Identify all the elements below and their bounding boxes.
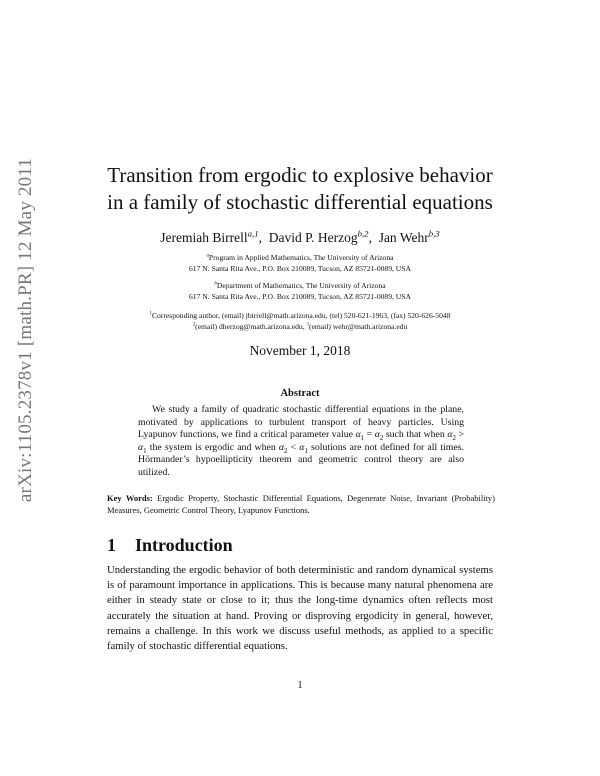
affiliation-b bbox=[0, 280, 600, 302]
arxiv-stamp-text: arXiv:1105.2378v1 [math.PR] 12 May 2011 bbox=[15, 157, 36, 503]
section-number: 1 bbox=[107, 535, 116, 555]
contact-info bbox=[0, 310, 600, 332]
contact-email: (email) wehr@math.arizona.edu bbox=[309, 322, 408, 331]
contact-mark: 1 bbox=[149, 311, 152, 317]
title-line-2: in a family of stochastic differential equations bbox=[107, 190, 493, 214]
author-name: Jeremiah Birrell bbox=[160, 230, 248, 245]
contact-mark: 2 bbox=[192, 322, 196, 328]
section-title: Introduction bbox=[135, 535, 233, 555]
intro-paragraph: Understanding the ergodic behavior of both deterministic and random dynamical systems is of paramount importance in applications. This is because many natural phenomena are either in steady state or close to it; thus the long-time dynamics often reflects most accurately the situation at hand. Proving or disproving ergodicity in general, however, remains a challenge. In this work we discuss useful methods, as applied to a specific family of stochastic differential equations. bbox=[107, 564, 493, 653]
keywords-text: Ergodic Property, Stochastic Differential Equations, Degenerate Noise, Invariant (Probability) Measures, Geometric Control Theory, Lyapunov Functions. bbox=[107, 493, 496, 515]
affiliation-address: 617 N. Santa Rita Ave., P.O. Box 210089, Tucson, AZ 85721-0089, USA bbox=[189, 264, 411, 273]
keywords bbox=[107, 493, 495, 516]
contact-email: (email) dherzog@math.arizona.edu, bbox=[195, 322, 305, 331]
affiliation-mark: b bbox=[214, 281, 217, 287]
paper-date: November 1, 2018 bbox=[249, 343, 351, 358]
author-mark: b,2 bbox=[357, 228, 369, 239]
keywords-label: Key Words: bbox=[107, 493, 153, 503]
page-number: 1 bbox=[297, 680, 303, 691]
author-mark: b,3 bbox=[428, 228, 440, 239]
title-line-1: Transition from ergodic to explosive behavior bbox=[107, 163, 493, 187]
abstract-paragraph: We study a family of quadratic stochastic differential equations in the plane, motivated by applications to turbulent transport of heavy particles. Using Lyapunov functions, we find a critical parameter value $\alpha_1 = \alpha_2$ such that when $\alpha_2 > \alpha_1$ the system is ergodic and when $\alpha_2 < \alpha_1$ solutions are not defined for all times. Hörmander’s hypoellipticity theorem and geometric control theory are also utilized. bbox=[138, 404, 464, 478]
author-name: David P. Herzog bbox=[268, 230, 358, 245]
affiliation-mark: a bbox=[206, 253, 209, 259]
affiliation-line: Department of Mathematics, The University of Arizona bbox=[216, 281, 386, 290]
abstract-body bbox=[138, 404, 464, 480]
paper-title bbox=[0, 162, 600, 216]
section-heading bbox=[107, 535, 233, 556]
author-list: Jeremiah Birrell$^{a,1}$, David P. Herzog$^{b,2}$, Jan Wehr$^{b,3}$ bbox=[160, 228, 440, 245]
affiliation-address: 617 N. Santa Rita Ave., P.O. Box 210089, Tucson, AZ 85721-0089, USA bbox=[189, 292, 411, 301]
contact-line: Corresponding author, (email) jbirrell@math.arizona.edu, (tel) 520-621-1963, (fax) 520-626-5048 bbox=[151, 311, 451, 320]
affiliation-a bbox=[0, 252, 600, 274]
author-mark: a,1 bbox=[247, 228, 259, 239]
author-name: Jan Wehr bbox=[378, 230, 429, 245]
affiliation-line: Program in Applied Mathematics, The University of Arizona bbox=[208, 253, 394, 262]
abstract-heading: Abstract bbox=[280, 388, 320, 399]
contact-mark: 3 bbox=[306, 322, 309, 328]
